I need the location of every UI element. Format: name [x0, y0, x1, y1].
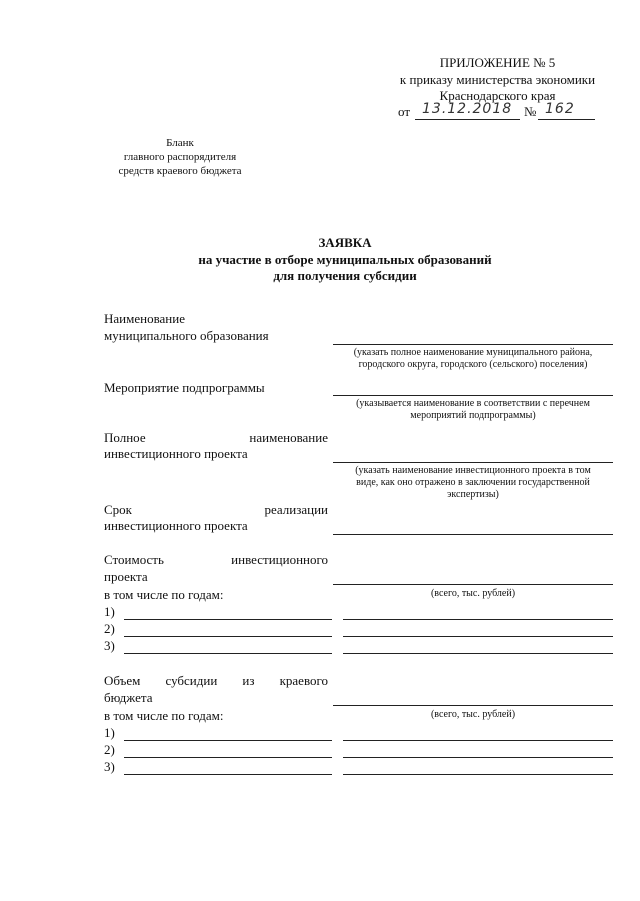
municipality-label-1: Наименование [104, 311, 185, 326]
subsidy-row-label-3: 3) [104, 759, 115, 774]
cost-row-label-2: 2) [104, 621, 115, 636]
subsidy-year-2-field[interactable] [124, 757, 332, 758]
blank-line-1: Бланк [166, 137, 194, 149]
event-hint-2: мероприятий подпрограммы) [410, 410, 536, 421]
order-line: к приказу министерства экономики [399, 72, 596, 87]
appendix-title: ПРИЛОЖЕНИЕ № 5 [439, 55, 556, 70]
term-field[interactable] [333, 534, 613, 535]
cost-year-2-value-field[interactable] [343, 636, 613, 637]
number-underline [538, 119, 595, 120]
subsidy-year-3-field[interactable] [124, 774, 332, 775]
project-name-hint-3: экспертизы) [447, 489, 499, 500]
cost-label-1: Стоимость инвестиционного [104, 552, 328, 567]
subsidy-year-3-value-field[interactable] [343, 774, 613, 775]
term-label-1: Срок реализации [104, 502, 328, 517]
cost-total-field[interactable] [333, 584, 613, 585]
municipality-hint-2: городского округа, городского (сельского) поселения) [358, 359, 588, 370]
cost-year-1-value-field[interactable] [343, 619, 613, 620]
order-date: 13.12.2018 [422, 101, 513, 117]
municipality-label-2: муниципального образования [104, 328, 269, 343]
event-label: Мероприятие подпрограммы [104, 380, 265, 395]
municipality-field[interactable] [333, 344, 613, 345]
doc-subtitle-1: на участие в отборе муниципальных образований [198, 252, 492, 267]
blank-line-2: главного распорядителя [123, 151, 237, 163]
subsidy-year-2-value-field[interactable] [343, 757, 613, 758]
subsidy-row-label-2: 2) [104, 742, 115, 757]
municipality-hint-1: (указать полное наименование муниципального района, [353, 347, 593, 358]
term-label-2: инвестиционного проекта [104, 518, 248, 533]
project-name-label-1: Полное наименование [104, 430, 328, 445]
subsidy-hint: (всего, тыс. рублей) [430, 709, 516, 720]
cost-year-3-field[interactable] [124, 653, 332, 654]
subsidy-label-3: в том числе по годам: [104, 708, 224, 723]
event-field[interactable] [333, 395, 613, 396]
subsidy-year-1-field[interactable] [124, 740, 332, 741]
project-name-field[interactable] [333, 462, 613, 463]
subsidy-total-field[interactable] [333, 705, 613, 706]
subsidy-label-1: Объем субсидии из краевого [104, 673, 328, 688]
subsidy-row-label-1: 1) [104, 725, 115, 740]
blank-line-3: средств краевого бюджета [118, 165, 242, 177]
date-underline [415, 119, 520, 120]
cost-year-2-field[interactable] [124, 636, 332, 637]
subsidy-label-2: бюджета [104, 690, 153, 705]
project-name-hint-2: виде, как оно отражено в заключении государственной [356, 477, 590, 488]
cost-hint: (всего, тыс. рублей) [430, 588, 516, 599]
from-label: от [398, 104, 411, 119]
doc-title: ЗАЯВКА [318, 235, 372, 250]
cost-row-label-1: 1) [104, 604, 115, 619]
project-name-label-2: инвестиционного проекта [104, 446, 248, 461]
region-line: Краснодарского края [439, 88, 556, 103]
event-hint-1: (указывается наименование в соответствии с перечнем [356, 398, 590, 409]
cost-row-label-3: 3) [104, 638, 115, 653]
number-label: № [524, 104, 537, 119]
subsidy-year-1-value-field[interactable] [343, 740, 613, 741]
cost-label-2: проекта [104, 569, 148, 584]
order-number: 162 [545, 101, 575, 117]
project-name-hint-1: (указать наименование инвестиционного проекта в том [355, 465, 591, 476]
cost-year-3-value-field[interactable] [343, 653, 613, 654]
cost-label-3: в том числе по годам: [104, 587, 224, 602]
cost-year-1-field[interactable] [124, 619, 332, 620]
doc-subtitle-2: для получения субсидии [273, 268, 417, 283]
